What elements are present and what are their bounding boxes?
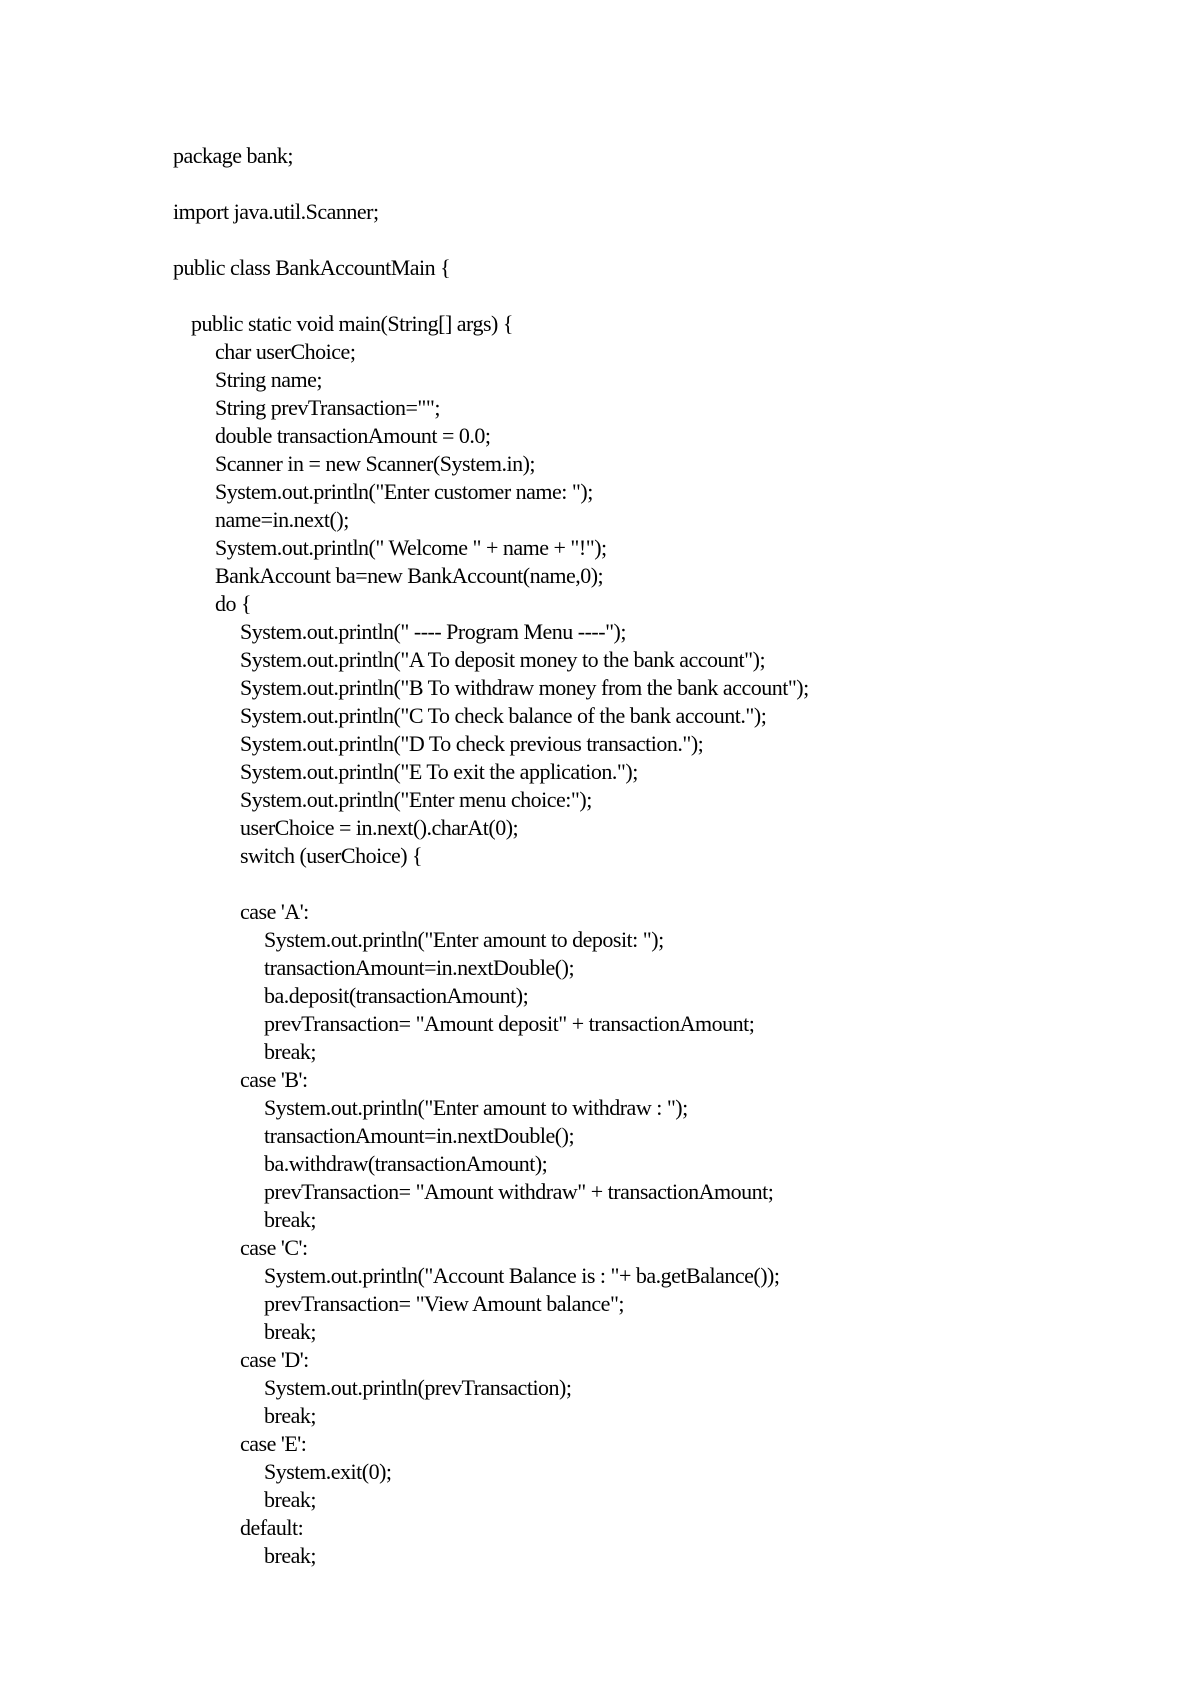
code-line: ba.withdraw(transactionAmount);: [264, 1151, 548, 1176]
code-line: BankAccount ba=new BankAccount(name,0);: [215, 563, 604, 588]
code-line: System.out.println("Account Balance is : "+ ba.getBalance());: [264, 1263, 780, 1288]
code-line: name=in.next();: [215, 507, 349, 532]
code-line: System.out.println("Enter customer name: ");: [215, 479, 593, 504]
code-line: break;: [264, 1319, 316, 1344]
code-line: System.out.println("Enter menu choice:");: [240, 787, 592, 812]
code-listing: [173, 142, 1133, 1570]
code-line: switch (userChoice) {: [240, 843, 423, 868]
code-line: System.out.println("C To check balance of the bank account.");: [240, 703, 767, 728]
code-line: case 'C':: [240, 1235, 308, 1260]
code-line: System.out.println("Enter amount to deposit: ");: [264, 927, 664, 952]
code-line: System.out.println("D To check previous transaction.");: [240, 731, 704, 756]
code-line: System.out.println("Enter amount to withdraw : ");: [264, 1095, 688, 1120]
blank-line: [173, 282, 1133, 310]
code-line: transactionAmount=in.nextDouble();: [264, 1123, 575, 1148]
code-line: break;: [264, 1039, 316, 1064]
code-line: System.out.println("B To withdraw money from the bank account");: [240, 675, 809, 700]
code-line: System.out.println(" ---- Program Menu ----");: [240, 619, 626, 644]
code-line: import java.util.Scanner;: [173, 199, 379, 224]
code-line: userChoice = in.next().charAt(0);: [240, 815, 519, 840]
code-line: break;: [264, 1487, 316, 1512]
code-line: Scanner in = new Scanner(System.in);: [215, 451, 536, 476]
code-line: case 'D':: [240, 1347, 309, 1372]
code-line: break;: [264, 1543, 316, 1568]
code-line: prevTransaction= "Amount withdraw" + transactionAmount;: [264, 1179, 774, 1204]
code-line: public class BankAccountMain {: [173, 255, 451, 280]
code-line: System.exit(0);: [264, 1459, 392, 1484]
blank-line: [173, 870, 1133, 898]
code-line: transactionAmount=in.nextDouble();: [264, 955, 575, 980]
code-line: break;: [264, 1403, 316, 1428]
code-line: System.out.println("E To exit the application.");: [240, 759, 638, 784]
code-line: do {: [215, 591, 252, 616]
code-line: prevTransaction= "Amount deposit" + transactionAmount;: [264, 1011, 755, 1036]
code-line: case 'E':: [240, 1431, 307, 1456]
code-line: case 'A':: [240, 899, 309, 924]
code-line: System.out.println(prevTransaction);: [264, 1375, 572, 1400]
blank-line: [173, 170, 1133, 198]
code-line: System.out.println(" Welcome " + name + "!");: [215, 535, 607, 560]
code-line: String prevTransaction="";: [215, 395, 440, 420]
code-line: default:: [240, 1515, 304, 1540]
code-line: String name;: [215, 367, 323, 392]
code-line: break;: [264, 1207, 316, 1232]
blank-line: [173, 226, 1133, 254]
code-line: char userChoice;: [215, 339, 356, 364]
code-line: public static void main(String[] args) {: [191, 311, 513, 336]
code-line: ba.deposit(transactionAmount);: [264, 983, 529, 1008]
code-line: case 'B':: [240, 1067, 308, 1092]
code-line: package bank;: [173, 143, 293, 168]
code-line: double transactionAmount = 0.0;: [215, 423, 491, 448]
code-line: prevTransaction= "View Amount balance";: [264, 1291, 625, 1316]
code-line: System.out.println("A To deposit money to the bank account");: [240, 647, 766, 672]
